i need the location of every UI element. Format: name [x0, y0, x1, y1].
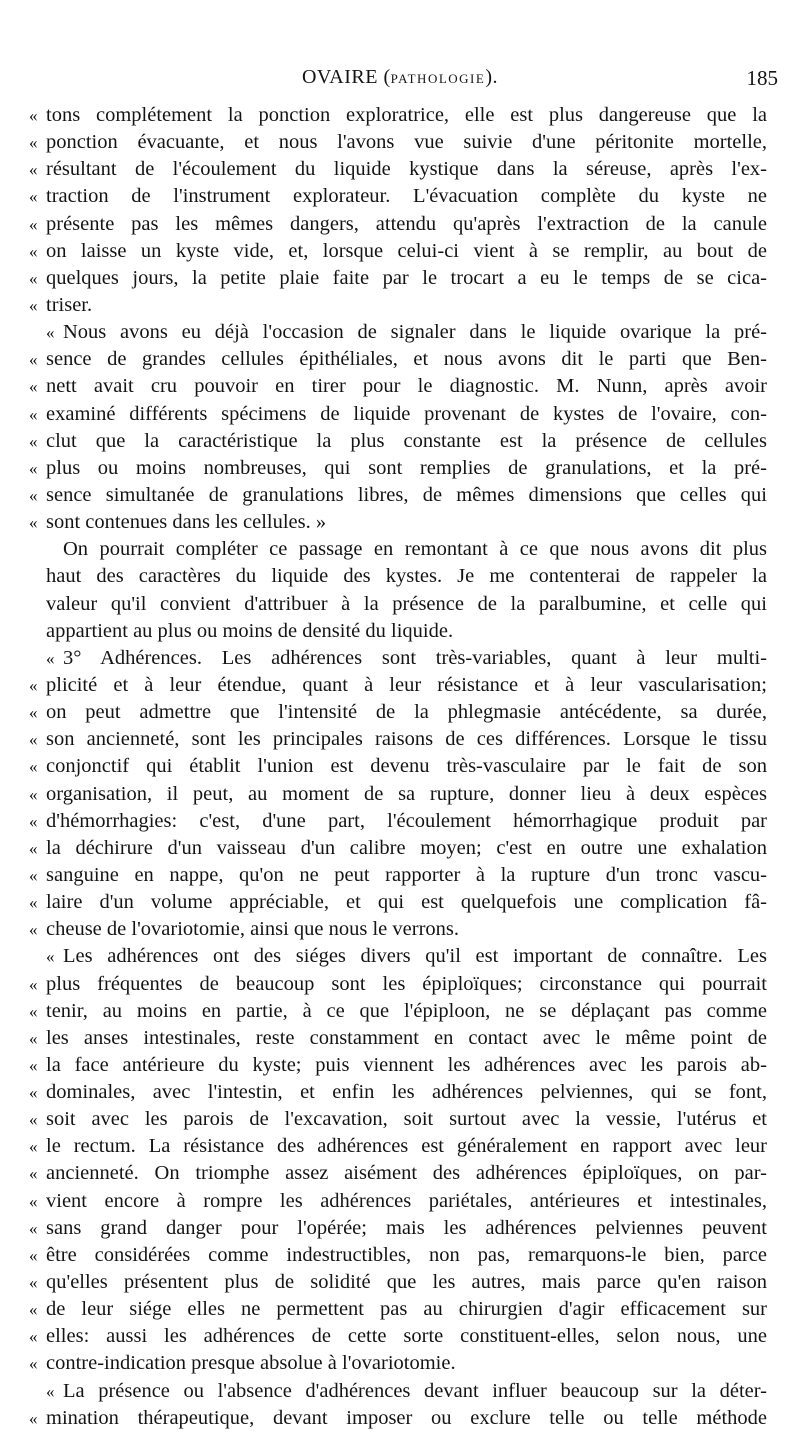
- text-line: [29, 292, 767, 319]
- line-text: organisation, il peut, au moment de sa rupture, donner lieu à deux espèces: [46, 782, 767, 805]
- page-header: [20, 66, 780, 96]
- text-line: [29, 672, 767, 699]
- text-line: [29, 781, 767, 808]
- running-title-end: ).: [485, 66, 498, 88]
- quote-mark: «: [29, 1191, 38, 1211]
- text-line: [29, 1215, 767, 1242]
- text-line: [29, 699, 767, 726]
- quote-mark: «: [29, 1083, 38, 1103]
- quote-mark: «: [46, 1381, 55, 1401]
- quote-mark: «: [29, 377, 38, 397]
- line-text: dominales, avec l'intestin, et enfin les adhérences pelviennes, qui se font,: [46, 1081, 767, 1104]
- quote-mark: «: [29, 1218, 38, 1238]
- quote-mark: «: [29, 187, 38, 207]
- text-line: [29, 1323, 767, 1350]
- line-text: quelques jours, la petite plaie faite par le trocart a eu le temps de se cica-: [46, 266, 767, 289]
- quote-mark: «: [29, 268, 38, 288]
- quote-mark: «: [29, 241, 38, 261]
- quote-mark: «: [29, 1055, 38, 1075]
- text-line: [29, 563, 767, 590]
- text-line: [29, 509, 767, 536]
- text-line: [29, 618, 767, 645]
- text-line: [29, 808, 767, 835]
- text-line: [29, 211, 767, 238]
- quote-mark: «: [29, 675, 38, 695]
- quote-mark: «: [29, 350, 38, 370]
- quote-mark: «: [29, 1354, 38, 1374]
- text-line: [29, 1405, 767, 1432]
- line-text: Nous avons eu déjà l'occasion de signaler dans le liquide ovarique la pré-: [63, 321, 767, 344]
- line-text: elles: aussi les adhérences de cette sorte constituent-elles, selon nous, une: [46, 1325, 767, 1348]
- line-text: qu'elles présentent plus de solidité que les autres, mais parce qu'en raison: [46, 1271, 767, 1294]
- quote-mark: «: [29, 1137, 38, 1157]
- line-text: 3° Adhérences. Les adhérences sont très-variables, quant à leur multi-: [63, 646, 767, 669]
- line-text: plus ou moins nombreuses, qui sont remplies de granulations, et la pré-: [46, 456, 767, 479]
- line-text: vient encore à rompre les adhérences pariétales, antérieures et intestinales,: [46, 1189, 767, 1212]
- text-line: [29, 373, 767, 400]
- quote-mark: «: [29, 838, 38, 858]
- line-text: tons complétement la ponction exploratrice, elle est plus dangereuse que la: [46, 104, 767, 126]
- text-line: [29, 265, 767, 292]
- line-text: haut des caractères du liquide des kystes. Je me contenterai de rappeler la: [46, 565, 767, 588]
- line-text: la face antérieure du kyste; puis viennent les adhérences avec les parois ab-: [46, 1053, 767, 1076]
- text-line: [29, 183, 767, 210]
- quote-mark: «: [29, 703, 38, 723]
- text-line: [29, 1350, 767, 1377]
- quote-mark: «: [29, 1001, 38, 1021]
- line-text: La présence ou l'absence d'adhérences devant influer beaucoup sur la déter-: [63, 1379, 767, 1402]
- text-line: [29, 1025, 767, 1052]
- text-line: [29, 102, 767, 129]
- line-text: sence simultanée de granulations libres, de mêmes dimensions que celles qui: [46, 483, 767, 506]
- quote-mark: «: [29, 431, 38, 451]
- line-text: nett avait cru pouvoir en tirer pour le diagnostic. M. Nunn, après avoir: [46, 375, 767, 398]
- text-line: [29, 238, 767, 265]
- line-text: examiné différents spécimens de liquide provenant de kystes de l'ovaire, con-: [46, 402, 767, 425]
- quote-mark: «: [46, 648, 55, 668]
- text-line: [29, 428, 767, 455]
- text-line: [29, 726, 767, 753]
- line-text: soit avec les parois de l'excavation, soit surtout avec la vessie, l'utérus et: [46, 1108, 767, 1131]
- line-text: tenir, au moins en partie, à ce que l'épiploon, ne se déplaçant pas comme: [46, 999, 767, 1022]
- line-text: on laisse un kyste vide, et, lorsque celui-ci vient à se remplir, au bout de: [46, 239, 767, 262]
- text-line: [29, 536, 767, 563]
- line-text: traction de l'instrument explorateur. L'évacuation complète du kyste ne: [46, 185, 767, 208]
- quote-mark: «: [29, 1300, 38, 1320]
- text-line: [29, 943, 767, 970]
- quote-mark: «: [29, 730, 38, 750]
- running-title: [20, 66, 780, 89]
- quote-mark: «: [46, 323, 55, 343]
- line-text: laire d'un volume appréciable, et qui est quelquefois une complication fâ-: [46, 891, 767, 914]
- line-text: appartient au plus ou moins de densité du liquide.: [46, 619, 454, 642]
- line-text: la déchirure d'un vaisseau d'un calibre moyen; c'est en outre une exhalation: [46, 836, 767, 859]
- text-line: [29, 591, 767, 618]
- line-text: le rectum. La résistance des adhérences est généralement en rapport avec leur: [46, 1135, 767, 1158]
- line-text: on peut admettre que l'intensité de la phlegmasie antécédente, sa durée,: [46, 701, 767, 724]
- text-line: [29, 1133, 767, 1160]
- quote-mark: «: [29, 214, 38, 234]
- text-line: [29, 916, 767, 943]
- text-line: [29, 998, 767, 1025]
- line-text: conjonctif qui établit l'union est devenu très-vasculaire par le fait de son: [46, 755, 767, 778]
- quote-mark: «: [29, 974, 38, 994]
- line-text: triser.: [46, 293, 93, 316]
- quote-mark: «: [29, 1273, 38, 1293]
- line-text: sanguine en nappe, qu'on ne peut rapporter à la rupture d'un tronc vascu-: [46, 863, 767, 886]
- quote-mark: «: [29, 1110, 38, 1130]
- line-text: ancienneté. On triomphe assez aisément des adhérences épiploïques, on par-: [46, 1162, 767, 1185]
- running-title-subject: PATHOLOGIE: [390, 71, 486, 86]
- quote-mark: «: [29, 458, 38, 478]
- quote-mark: «: [29, 920, 38, 940]
- line-text: contre-indication presque absolue à l'ovariotomie.: [46, 1352, 456, 1375]
- line-text: ponction évacuante, et nous l'avons vue suivie d'une péritonite mortelle,: [46, 131, 767, 154]
- running-title-main: OVAIRE (: [301, 66, 391, 88]
- text-line: [29, 482, 767, 509]
- quote-mark: «: [29, 1028, 38, 1048]
- line-text: sence de grandes cellules épithéliales, et nous avons dit le parti que Ben-: [46, 348, 767, 371]
- line-text: sans grand danger pour l'opérée; mais les adhérences pelviennes peuvent: [46, 1216, 767, 1239]
- line-text: clut que la caractéristique la plus constante est la présence de cellules: [46, 429, 767, 452]
- quote-mark: «: [29, 1327, 38, 1347]
- text-line: [29, 1160, 767, 1187]
- line-text: plicité et à leur étendue, quant à leur résistance et à leur vascularisation;: [46, 673, 767, 696]
- line-text: d'hémorrhagies: c'est, d'une part, l'écoulement hémorrhagique produit par: [46, 809, 767, 832]
- text-line: [29, 1106, 767, 1133]
- line-text: valeur qu'il convient d'attribuer à la présence de la paralbumine, et celle qui: [46, 592, 767, 615]
- line-text: être considérées comme indestructibles, non pas, remarquons-le bien, parce: [46, 1243, 767, 1266]
- quote-mark: «: [29, 295, 38, 315]
- text-line: [29, 753, 767, 780]
- text-line: [29, 1052, 767, 1079]
- line-text: On pourrait compléter ce passage en remontant à ce que nous avons dit plus: [63, 538, 767, 561]
- quote-mark: «: [29, 811, 38, 831]
- quote-mark: «: [29, 1408, 38, 1428]
- quote-mark: «: [29, 1164, 38, 1184]
- text-line: [29, 319, 767, 346]
- text-line: [29, 129, 767, 156]
- line-text: cheuse de l'ovariotomie, ainsi que nous le verrons.: [46, 918, 460, 941]
- text-line: [29, 645, 767, 672]
- quote-mark: «: [29, 485, 38, 505]
- text-line: [29, 455, 767, 482]
- line-text: présente pas les mêmes dangers, attendu qu'après l'extraction de la canule: [46, 212, 767, 235]
- quote-mark: «: [29, 865, 38, 885]
- text-line: [29, 1378, 767, 1405]
- line-text: son ancienneté, sont les principales raisons de ces différences. Lorsque le tissu: [46, 728, 767, 751]
- text-line: [29, 1269, 767, 1296]
- text-line: [29, 862, 767, 889]
- line-text: Les adhérences ont des siéges divers qu'il est important de connaître. Les: [63, 945, 767, 968]
- body-text: [29, 102, 767, 1432]
- quote-mark: «: [29, 893, 38, 913]
- quote-mark: «: [29, 757, 38, 777]
- text-line: [29, 889, 767, 916]
- text-line: [29, 835, 767, 862]
- line-text: sont contenues dans les cellules. »: [46, 511, 327, 534]
- text-line: [29, 1296, 767, 1323]
- text-line: [29, 401, 767, 428]
- quote-mark: «: [29, 784, 38, 804]
- line-text: de leur siége elles ne permettent pas au chirurgien d'agir efficacement sur: [46, 1298, 767, 1321]
- line-text: plus fréquentes de beaucoup sont les épiploïques; circonstance qui pourrait: [46, 972, 767, 995]
- text-line: [29, 156, 767, 183]
- page-number: 185: [746, 66, 778, 90]
- quote-mark: «: [29, 133, 38, 153]
- line-text: mination thérapeutique, devant imposer ou exclure telle ou telle méthode: [46, 1406, 767, 1429]
- text-line: [29, 346, 767, 373]
- quote-mark: «: [29, 404, 38, 424]
- line-text: résultant de l'écoulement du liquide kystique dans la séreuse, après l'ex-: [46, 158, 767, 181]
- text-line: [29, 1242, 767, 1269]
- line-text: les anses intestinales, reste constamment en contact avec le même point de: [46, 1026, 767, 1049]
- quote-mark: «: [29, 106, 38, 125]
- text-line: [29, 1079, 767, 1106]
- text-line: [29, 971, 767, 998]
- quote-mark: «: [29, 513, 38, 533]
- quote-mark: «: [29, 160, 38, 180]
- text-line: [29, 1188, 767, 1215]
- quote-mark: «: [29, 1245, 38, 1265]
- quote-mark: «: [46, 947, 55, 967]
